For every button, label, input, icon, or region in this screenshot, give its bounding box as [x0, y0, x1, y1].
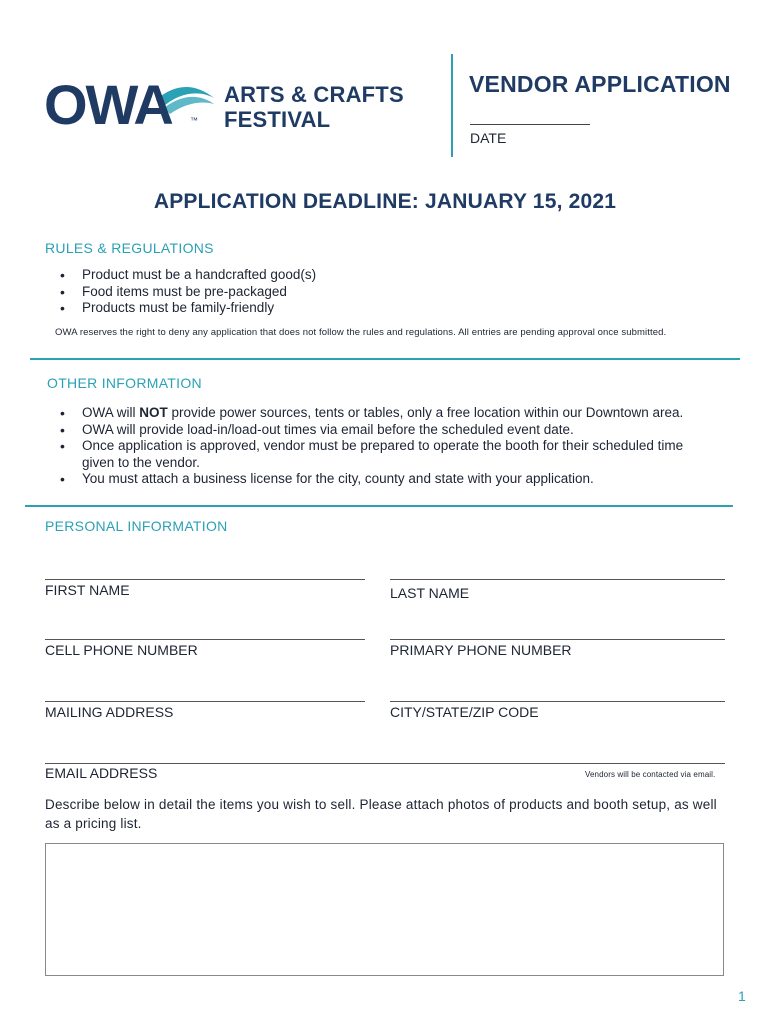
list-item: • Once application is approved, vendor must be prepared to operate the booth for their scheduled time given to the vendor.: [82, 438, 702, 471]
city-state-zip-label: CITY/STATE/ZIP CODE: [390, 704, 539, 720]
primary-phone-field[interactable]: [390, 639, 725, 640]
cell-phone-label: CELL PHONE NUMBER: [45, 642, 198, 658]
application-deadline: APPLICATION DEADLINE: JANUARY 15, 2021: [153, 190, 617, 213]
cell-phone-field[interactable]: [45, 639, 365, 640]
page-title: VENDOR APPLICATION: [469, 71, 731, 97]
header-divider: [451, 54, 453, 157]
list-item: • Food items must be pre-packaged: [82, 284, 732, 301]
owa-logo-text: OWA: [44, 73, 172, 136]
city-state-zip-field[interactable]: [390, 701, 725, 702]
list-item: • Product must be a handcrafted good(s): [82, 267, 732, 284]
list-item: • OWA will NOT provide power sources, tents or tables, only a free location within our Downtown area.: [82, 405, 770, 422]
other-info-heading: OTHER INFORMATION: [47, 375, 202, 391]
email-field[interactable]: [45, 763, 725, 764]
mailing-address-label: MAILING ADDRESS: [45, 704, 174, 720]
rules-note: OWA reserves the right to deny any application that does not follow the rules and regulations. All entries are pending approval once submitted.: [55, 327, 667, 338]
first-name-label: FIRST NAME: [45, 582, 130, 598]
date-field-line[interactable]: [470, 124, 590, 125]
owa-logo: [44, 73, 224, 136]
festival-title-line2: FESTIVAL: [224, 107, 331, 132]
list-item: • You must attach a business license for the city, county and state with your application.: [82, 471, 770, 488]
first-name-field[interactable]: [45, 579, 365, 580]
page-number: 1: [738, 988, 746, 1004]
description-instructions: Describe below in detail the items you wish to sell. Please attach photos of products and booth setup, as well as a pricing list.: [45, 797, 717, 831]
last-name-field[interactable]: [390, 579, 725, 580]
description-textarea[interactable]: [45, 843, 724, 976]
trademark-mark: ™: [190, 116, 198, 125]
festival-title-line1: ARTS & CRAFTS: [224, 82, 404, 107]
festival-title: [224, 82, 404, 132]
email-note: Vendors will be contacted via email.: [585, 770, 716, 779]
list-item: • Products must be family-friendly: [82, 300, 732, 317]
section-divider: [25, 505, 733, 507]
date-label: DATE: [470, 130, 507, 146]
email-label: EMAIL ADDRESS: [45, 765, 158, 781]
primary-phone-label: PRIMARY PHONE NUMBER: [390, 642, 572, 658]
mailing-address-field[interactable]: [45, 701, 365, 702]
list-item: • OWA will provide load-in/load-out times via email before the scheduled event date.: [82, 422, 770, 439]
rules-list: [45, 267, 732, 317]
section-divider: [30, 358, 740, 360]
other-info-list: [45, 405, 770, 488]
emphasis-not: NOT: [139, 405, 168, 420]
rules-heading: RULES & REGULATIONS: [45, 240, 214, 256]
last-name-label: LAST NAME: [390, 585, 470, 601]
personal-info-heading: PERSONAL INFORMATION: [45, 518, 228, 534]
